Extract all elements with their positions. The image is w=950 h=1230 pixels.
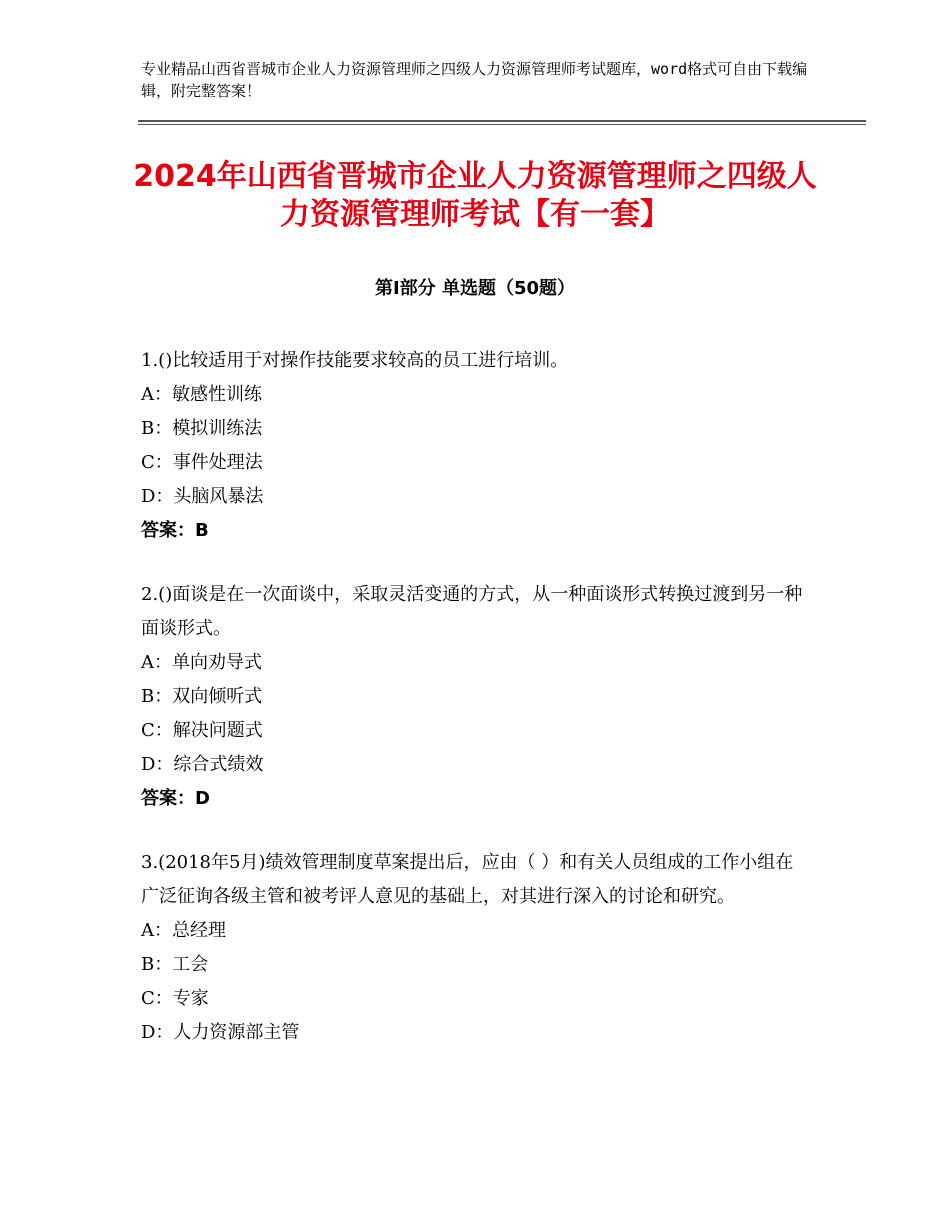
option-a: A：敏感性训练 [141, 384, 262, 405]
option-b: B：模拟训练法 [141, 418, 263, 439]
document-title: 2024年山西省晋城市企业人力资源管理师之四级人力资源管理师考试【有一套】 [133, 159, 817, 232]
option-d: D：人力资源部主管 [141, 1022, 300, 1043]
question-1 [141, 344, 811, 548]
option-c: C：事件处理法 [141, 452, 263, 473]
section-title: 第Ⅰ部分 单选题（50题） [374, 278, 575, 299]
question-3 [141, 846, 811, 1050]
question-stem: 1.()比较适用于对操作技能要求较高的员工进行培训。 [141, 350, 569, 371]
option-c: C：专家 [141, 988, 209, 1009]
option-a: A：总经理 [141, 920, 226, 941]
option-b: B：工会 [141, 954, 209, 975]
option-d: D：综合式绩效 [141, 754, 264, 775]
question-2 [141, 578, 811, 816]
answer-line: 答案：D [141, 788, 210, 809]
question-list [141, 344, 811, 1080]
option-a: A：单向劝导式 [141, 652, 262, 673]
question-stem: 2.()面谈是在一次面谈中，采取灵活变通的方式，从一种面谈形式转换过渡到另一种面谈形式。 [141, 584, 803, 639]
option-d: D：头脑风暴法 [141, 486, 264, 507]
answer-line: 答案：B [141, 520, 209, 541]
option-b: B：双向倾听式 [141, 686, 263, 707]
header-note: 专业精品山西省晋城市企业人力资源管理师之四级人力资源管理师考试题库，word格式可自由下载编辑，附完整答案！ [141, 60, 808, 100]
question-stem: 3.(2018年5月)绩效管理制度草案提出后，应由（ ）和有关人员组成的工作小组在广泛征询各级主管和被考评人意见的基础上，对其进行深入的讨论和研究。 [141, 852, 794, 907]
header-divider [138, 120, 866, 125]
option-c: C：解决问题式 [141, 720, 263, 741]
